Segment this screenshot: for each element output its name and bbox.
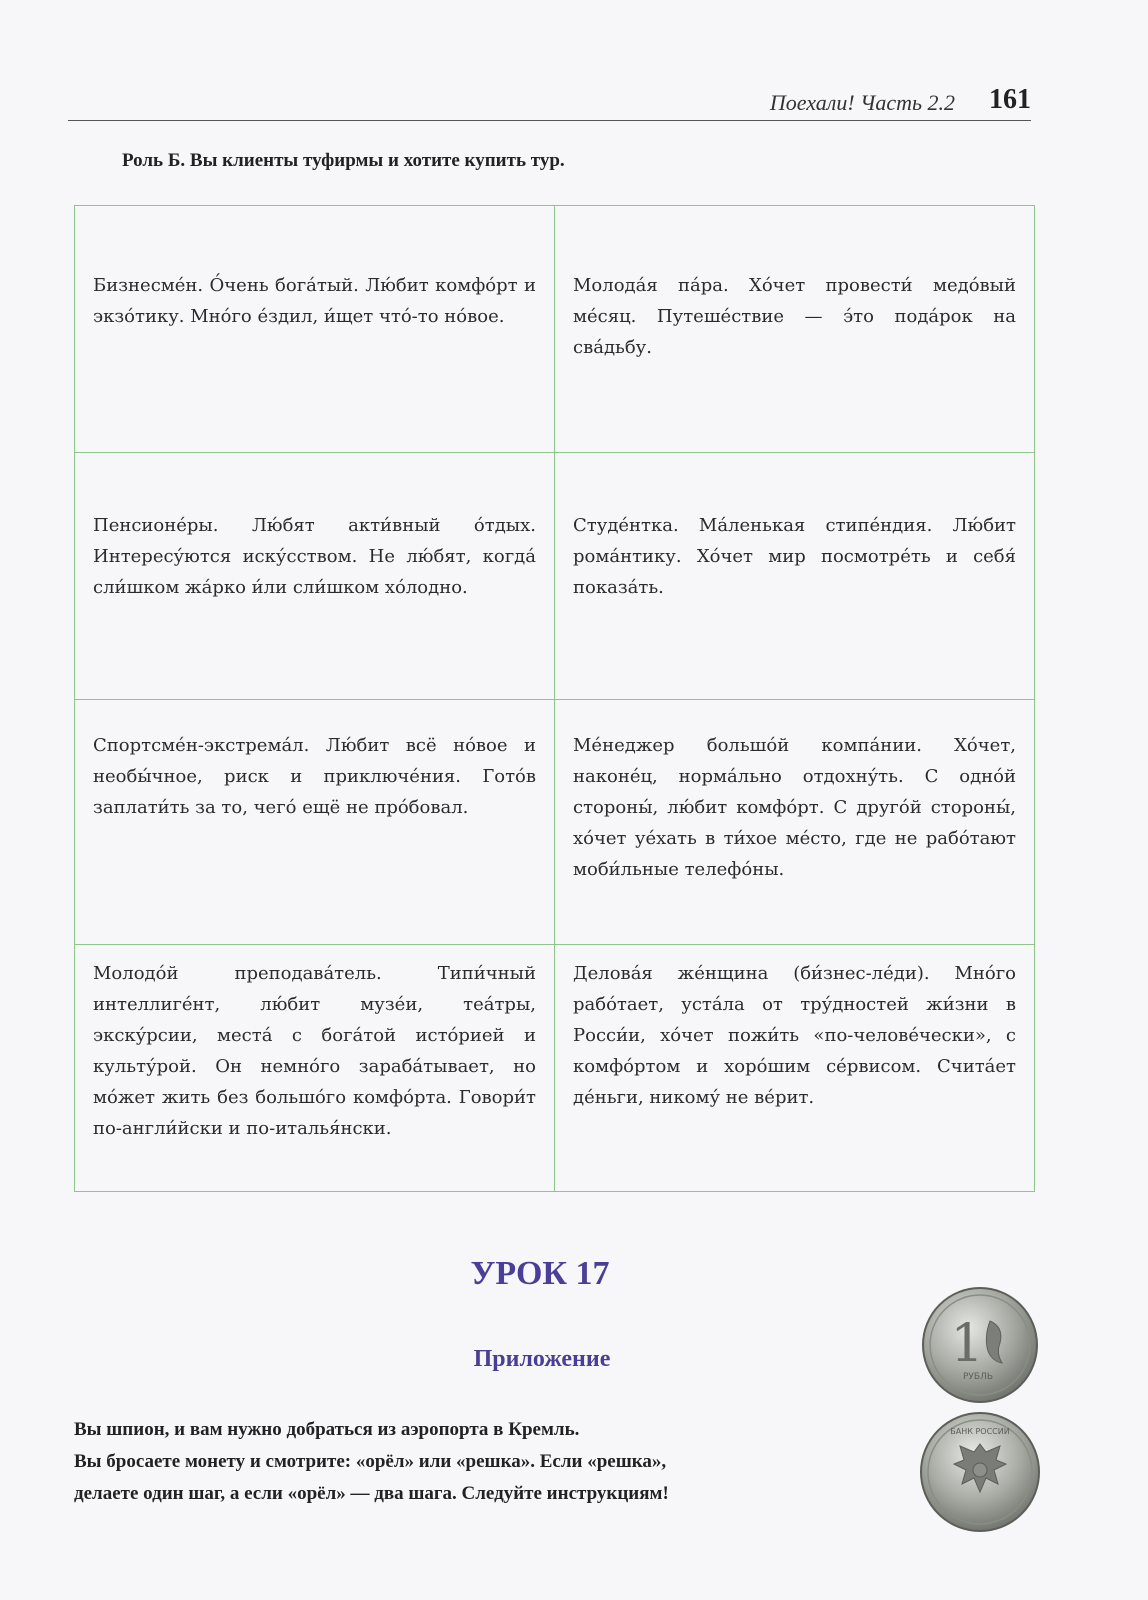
instruction-line: делаете один шаг, а если «орёл» — два шага. Следуйте инструкциям! (74, 1483, 669, 1504)
role-card-student: Студе́нтка. Ма́ленькая стипе́ндия. Лю́бит рома́нтику. Хо́чет мир посмотре́ть и себя́ показа́ть. (555, 453, 1034, 700)
role-card-young-couple: Молода́я па́ра. Хо́чет провести́ медо́вый ме́сяц. Путеше́ствие — э́то пода́рок на сва́дьбу. (555, 206, 1034, 453)
role-cards-table (74, 205, 1035, 1192)
page-header (68, 80, 1031, 121)
instructions (74, 1414, 914, 1510)
svg-text:1: 1 (950, 1314, 984, 1374)
role-card-extreme-sportsman: Спортсме́н-экстрема́л. Лю́бит всё но́вое и необы́чное, риск и приключе́ния. Гото́в заплати́ть за то, чего́ ещё не про́бовал. (75, 700, 555, 945)
lesson-title: УРОК 17 (470, 1255, 610, 1292)
ruble-coin-tails-icon (920, 1285, 1040, 1405)
role-card-young-teacher: Молодо́й преподава́тель. Типи́чный интеллиге́нт, лю́бит музе́и, теа́тры, экску́рсии, места́ с бога́той исто́рией и культу́рой. Он немно́го зараба́тывает, но мо́жет жить без большо́го комфо́рта. Говори́т по-англи́йски и по-италья́нски. (75, 945, 555, 1191)
role-card-manager: Ме́неджер большо́й компа́нии. Хо́чет, наконе́ц, норма́льно отдохну́ть. С одно́й стороны́, лю́бит комфо́рт. С друго́й стороны́, хо́чет уе́хать в ти́хое ме́сто, где не рабо́тают моби́льные телефо́ны. (555, 700, 1034, 945)
coin-ruble-text: РУБЛЬ (962, 1372, 994, 1382)
ruble-coin-eagle-icon (918, 1410, 1042, 1534)
role-card-businessman: Бизнесме́н. О́чень бога́тый. Лю́бит комфо́рт и экзо́тику. Мно́го е́здил, и́щет что́-то но́вое. (75, 206, 555, 453)
instruction-line: Вы шпион, и вам нужно добраться из аэропорта в Кремль. (74, 1419, 580, 1440)
coin-bank-text: БАНК РОССИИ (950, 1427, 1010, 1436)
appendix-title: Приложение (473, 1346, 611, 1372)
book-title: Поехали! Часть 2.2 (769, 90, 955, 115)
page-number: 161 (989, 84, 1031, 115)
role-card-business-lady: Делова́я же́нщина (би́знес-ле́ди). Мно́го рабо́тает, уста́ла от тру́дностей жи́зни в Росси́и, хо́чет пожи́ть «по-челове́чески», с комфо́ртом и хоро́шим се́рвисом. Счита́ет де́ньги, никому́ не ве́рит. (573, 963, 1016, 1108)
role-card-pensioners: Пенсионе́ры. Лю́бят акти́вный о́тдых. Интересу́ются иску́сством. Не лю́бят, когда́ сли́шком жа́рко и́ли сли́шком хо́лодно. (75, 453, 555, 700)
instruction-line: Вы бросаете монету и смотрите: «орёл» или «решка». Если «решка», (74, 1451, 667, 1472)
role-title: Роль Б. Вы клиенты туфирмы и хотите купить тур. (122, 150, 565, 171)
